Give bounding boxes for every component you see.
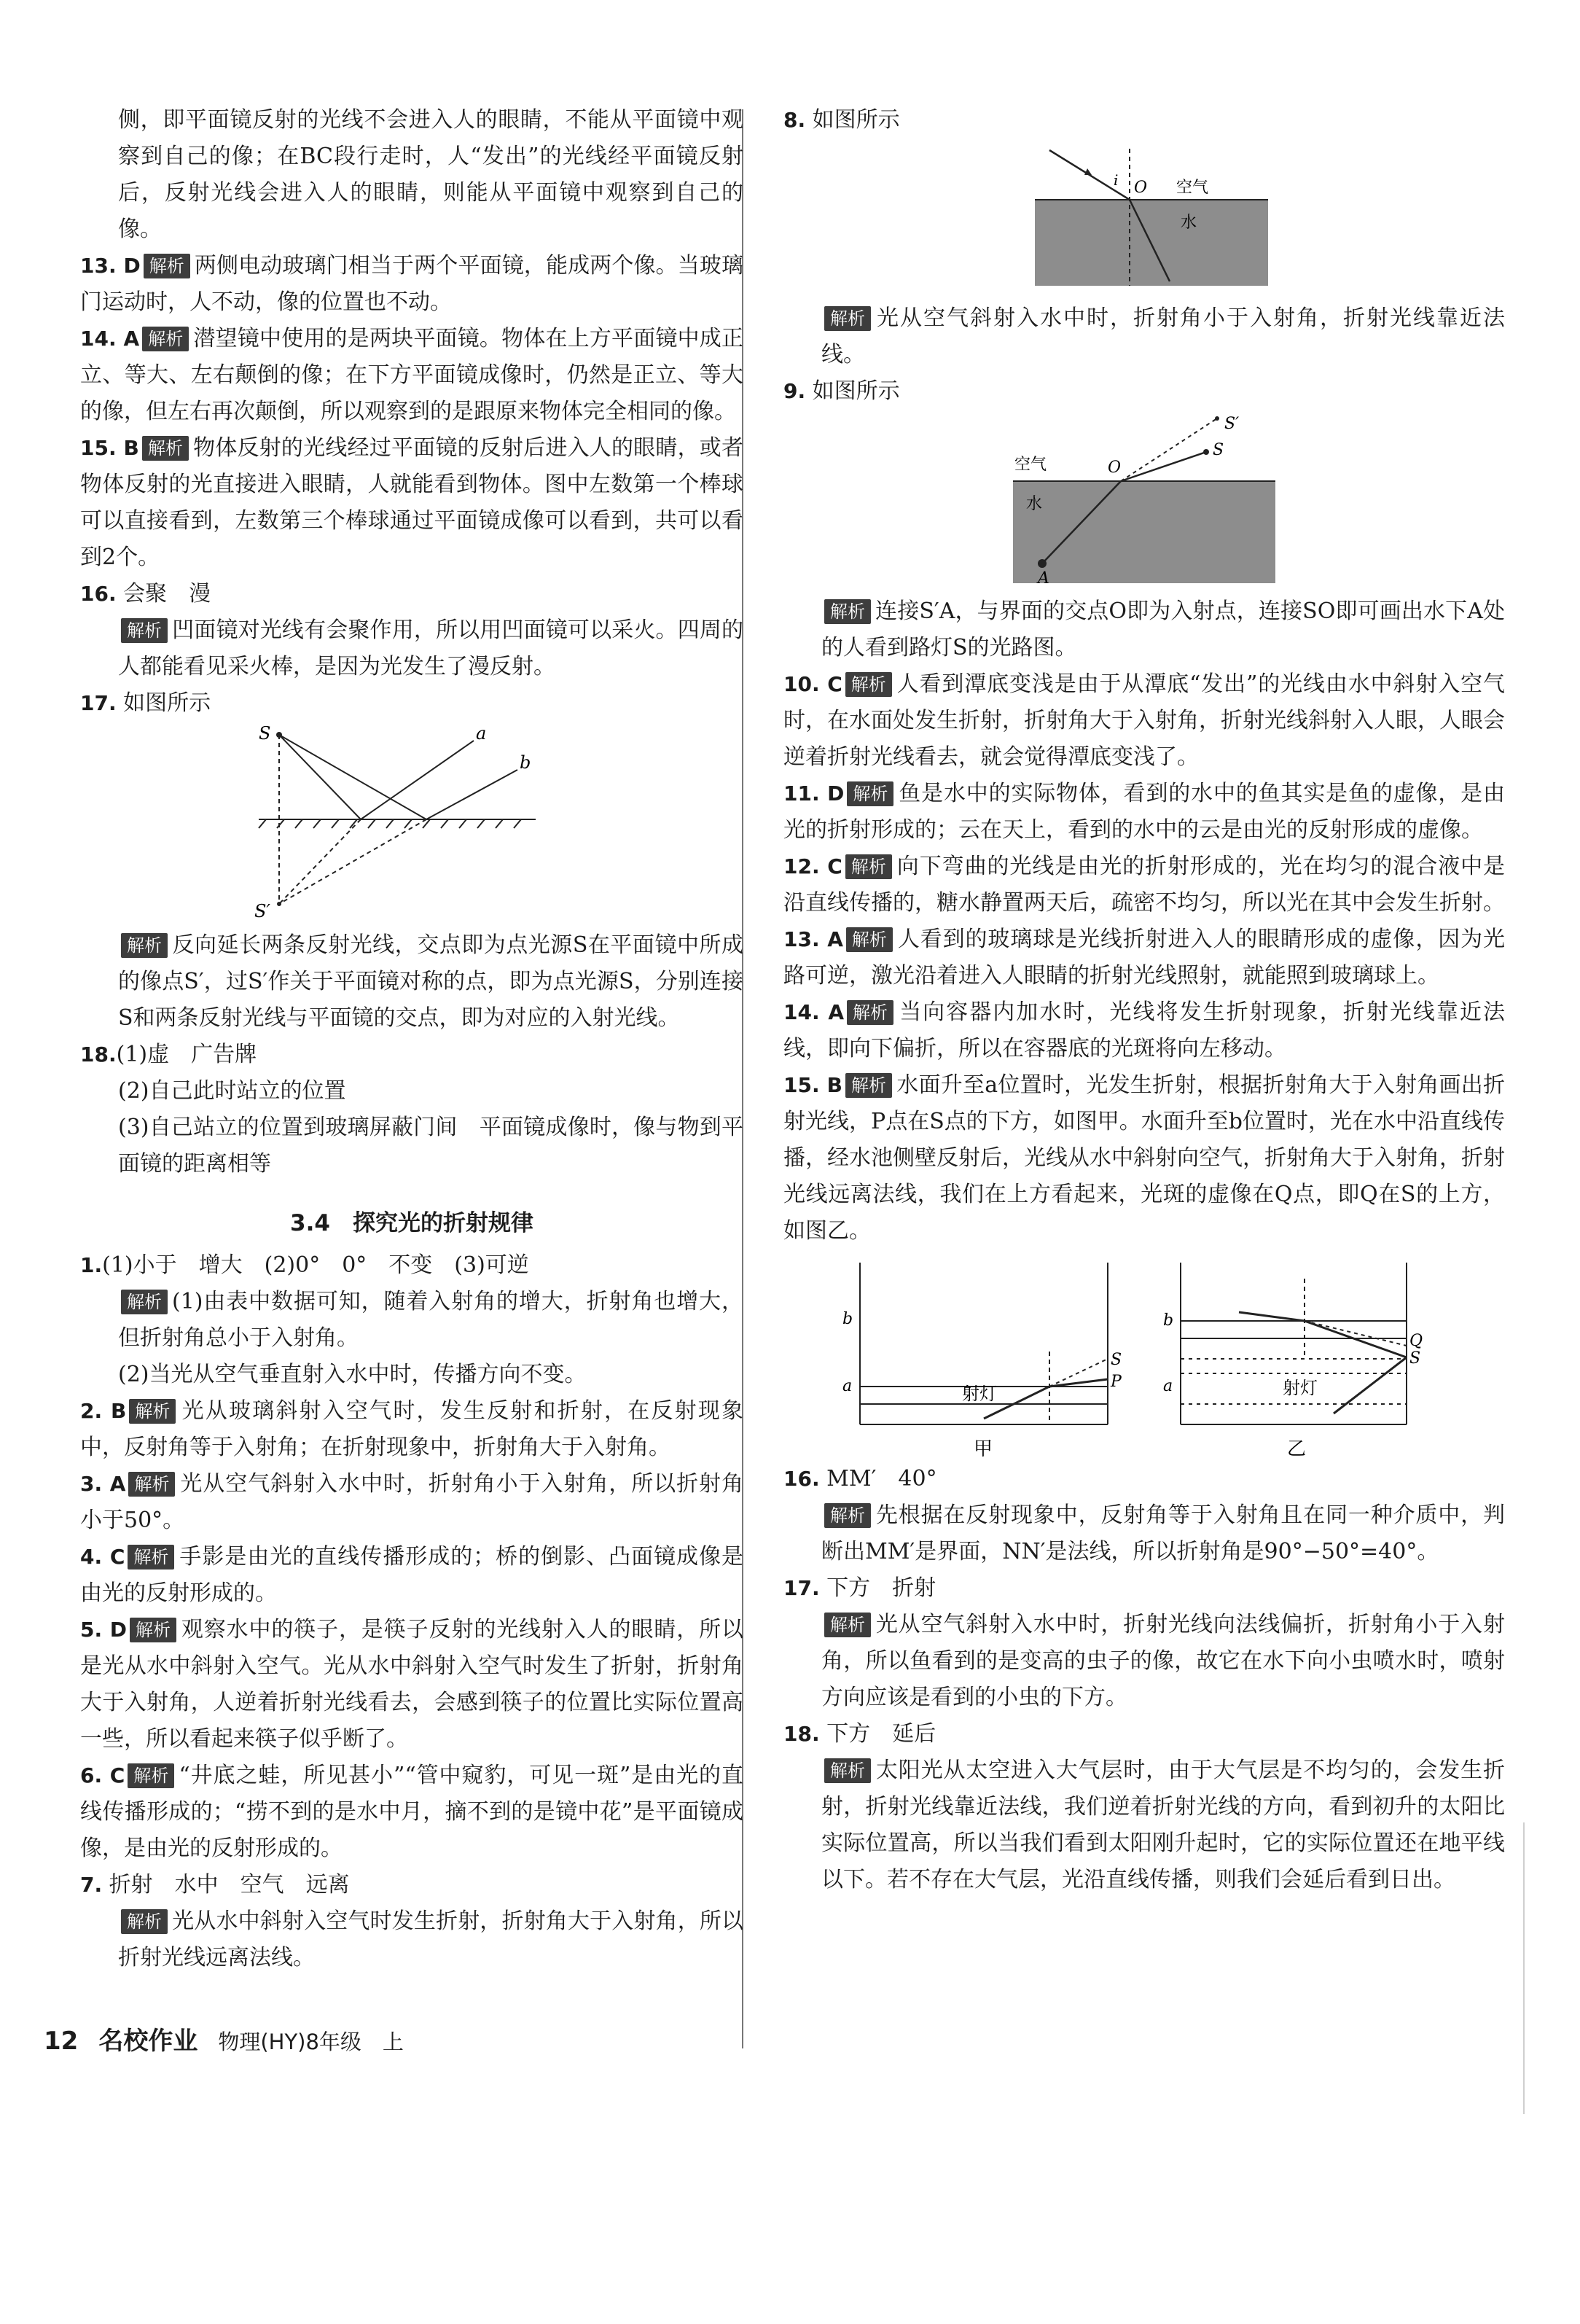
answer-13: [80, 248, 743, 321]
water-label: 水: [1026, 495, 1043, 513]
answer-s14: [783, 994, 1505, 1067]
point-o-label: O: [1108, 459, 1122, 477]
answer-number: 1.: [80, 1253, 103, 1277]
analysis-tag: 解析: [847, 781, 893, 806]
answer-s10: [783, 666, 1505, 776]
analysis-tag: 解析: [128, 1763, 174, 1788]
answer-s12: [783, 849, 1505, 921]
answer-s15: [783, 1067, 1505, 1249]
analysis-tag: 解析: [142, 436, 189, 461]
answer-number: 17.: [783, 1576, 820, 1600]
level-b-label: b: [1163, 1311, 1174, 1330]
answer-number: 4. C: [80, 1545, 125, 1569]
page-footer: [44, 2021, 424, 2056]
analysis-text: 物体反射的光线经过平面镜的反射后进入人的眼睛，或者物体反射的光直接进入眼睛，人就能看到物体。图中左数第一个棒球可以直接看到，左数第三个棒球通过平面镜成像可以看到，共可以看到2个。: [80, 435, 743, 570]
analysis-s1: [80, 1284, 743, 1357]
image-point-label: S′: [254, 901, 270, 921]
point-s-label: S: [1111, 1351, 1122, 1369]
figure-pool-a: [831, 1257, 1122, 1461]
analysis-text: 观察水中的筷子，是筷子反射的光线射入人的眼睛，所以是光从水中斜射入空气。光从水中斜射入空气时发生了折射，折射角大于入射角，人逆着折射光线看去，会感到筷子的位置比实际位置高一些，所以看起来筷子似乎断了。: [80, 1617, 744, 1752]
air-label: 空气: [1176, 179, 1209, 197]
analysis-text: 先根据在反射现象中，反射角等于入射角且在同一种介质中，判断出MM′是界面，NN′是法线，所以折射角是90°−50°=40°。: [821, 1502, 1505, 1564]
answer-number: 13. D: [80, 254, 141, 278]
answer-value: 如图所示: [123, 690, 211, 716]
incidence-angle-label: i: [1114, 171, 1119, 189]
spotlight-label: 射灯: [962, 1384, 997, 1404]
level-b-label: b: [842, 1310, 853, 1328]
analysis-tag: 解析: [142, 327, 189, 351]
answer-number: 11. D: [783, 781, 845, 806]
answer-number: 18.: [80, 1042, 117, 1067]
point-s-label: S: [1213, 441, 1224, 459]
answer-number: 12. C: [783, 854, 842, 878]
answer-s17: [783, 1570, 1505, 1607]
analysis-text: 光从水中斜射入空气时发生折射，折射角大于入射角，所以折射光线远离法线。: [118, 1908, 743, 1970]
answer-16: [80, 576, 743, 612]
answer-number: 9.: [783, 379, 806, 403]
analysis-tag: 解析: [824, 306, 871, 331]
section-heading: 3.4 探究光的折射规律: [290, 1210, 533, 1236]
answer-s3: [80, 1466, 743, 1539]
analysis-text: 鱼是水中的实际物体，看到的水中的鱼其实是鱼的虚像，是由光的折射形成的；云在天上，看到的水中的云是由光的反射形成的虚像。: [783, 781, 1506, 843]
figure-pool-b: [1151, 1257, 1458, 1461]
answer-number: 14. A: [783, 1000, 845, 1024]
answer-18: [80, 1037, 743, 1073]
analysis-tag: 解析: [121, 1290, 168, 1314]
analysis-tag: 解析: [824, 1613, 871, 1637]
analysis-text: 反向延长两条反射光线，交点即为点光源S在平面镜中所成的像点S′，过S′作关于平面镜对称的点，即为点光源S，分别连接S和两条反射光线与平面镜的交点，即为对应的入射光线。: [118, 932, 743, 1031]
answer-number: 10. C: [783, 672, 842, 696]
answer-number: 7.: [80, 1873, 103, 1897]
answer-value: 下方 折射: [826, 1575, 936, 1601]
answer-number: 6. C: [80, 1763, 125, 1787]
analysis-16: [80, 612, 743, 685]
analysis-17: [80, 927, 743, 1037]
point-o-label: O: [1134, 179, 1148, 197]
answer-14: [80, 321, 743, 430]
answer-s8: [783, 102, 1505, 139]
answer-value: 如图所示: [812, 378, 900, 404]
analysis-s7: [80, 1903, 743, 1976]
analysis-tag: 解析: [824, 1503, 871, 1528]
answer-value: (1)虚 广告牌: [116, 1042, 257, 1067]
level-a-label: a: [1163, 1377, 1173, 1395]
analysis-s18: [783, 1752, 1505, 1898]
answer-value: 如图所示: [812, 107, 900, 133]
point-s-label: S: [1409, 1349, 1421, 1368]
subject-grade: 物理(HY)8年级 上: [218, 2029, 404, 2054]
right-column: [783, 102, 1505, 1898]
answer-18-part3: (3)自己站立的位置到玻璃屏蔽门间 平面镜成像时，像与物到平面镜的距离相等: [118, 1115, 743, 1177]
answer-value: MM′ 40°: [826, 1466, 937, 1492]
answer-s18: [783, 1716, 1505, 1752]
answer-s4: [80, 1539, 743, 1612]
analysis-text: 水面升至a位置时，光发生折射，根据折射角大于入射角画出折射光线，P点在S点的下方，如图甲。水面升至b位置时，光在水中沿直线传播，经水池侧壁反射后，光线从水中斜射向空气，折射角大于入射角，折射光线远离法线，我们在上方看起来，光斑的虚像在Q点，即Q在S的上方，如图乙。: [783, 1072, 1505, 1244]
analysis-text: 两侧电动玻璃门相当于两个平面镜，能成两个像。当玻璃门运动时，人不动，像的位置也不动。: [80, 253, 744, 315]
answer-s13: [783, 921, 1505, 994]
analysis-text: 向下弯曲的光线是由光的折射形成的，光在均匀的混合液中是沿直线传播的，糖水静置两天后，疏密不均匀，所以光在其中会发生折射。: [783, 854, 1506, 916]
analysis-s17: [783, 1607, 1505, 1716]
image-point-label: S′: [1224, 415, 1240, 433]
analysis-text: 人看到的玻璃球是光线折射进入人的眼睛形成的虚像，因为光路可逆，激光沿着进入人眼睛的折射光线照射，就能照到玻璃球上。: [783, 927, 1505, 989]
ray-a-label: a: [476, 726, 487, 744]
analysis-tag: 解析: [845, 672, 892, 697]
answer-17: [80, 685, 743, 722]
answer-15: [80, 430, 743, 576]
analysis-tag: 解析: [121, 618, 168, 643]
series-brand: 名校作业: [98, 2027, 198, 2056]
analysis-text: 光从空气斜射入水中时，折射角小于入射角，折射光线靠近法线。: [821, 305, 1505, 367]
answer-value: 折射 水中 空气 远离: [109, 1872, 350, 1898]
ray-b-label: b: [520, 752, 531, 773]
analysis-tag: 解析: [847, 1000, 893, 1025]
analysis-text: 光从空气斜射入水中时，折射光线向法线偏折，折射角小于入射角，所以鱼看到的是变高的虫子的像，故它在水下向小虫喷水时，喷射方向应该是看到的小虫的下方。: [821, 1612, 1505, 1710]
answer-s9: [783, 373, 1505, 410]
answer-number: 8.: [783, 108, 806, 132]
figure-row-pool: [783, 1257, 1505, 1461]
answer-number: 13. A: [783, 927, 843, 951]
answer-number: 15. B: [783, 1073, 842, 1097]
analysis-text: “井底之蛙，所见甚小”“管中窥豹，可见一斑”是由光的直线传播形成的；“捞不到的是水中月，摘不到的是镜中花”是平面镜成像，是由光的反射形成的。: [80, 1763, 743, 1861]
answer-number: 18.: [783, 1722, 820, 1746]
analysis-tag: 解析: [129, 1399, 176, 1424]
analysis-tag: 解析: [128, 1472, 175, 1497]
analysis-tag: 解析: [846, 927, 893, 952]
answer-number: 5. D: [80, 1618, 127, 1642]
water-label: 水: [1181, 214, 1197, 232]
answer-s11: [783, 776, 1505, 849]
analysis-text: 潜望镜中使用的是两块平面镜。物体在上方平面镜中成正立、等大、左右颠倒的像；在下方平面镜成像时，仍然是正立、等大的像，但左右再次颠倒，所以观察到的是跟原来物体完全相同的像。: [80, 326, 743, 424]
analysis-tag: 解析: [121, 1909, 168, 1934]
analysis-tag: 解析: [845, 1073, 892, 1098]
point-p-label: P: [1111, 1373, 1122, 1391]
analysis-text: 光从玻璃斜射入空气时，发生反射和折射，在反射现象中，反射角等于入射角；在折射现象中，折射角大于入射角。: [80, 1398, 743, 1460]
answer-number: 16.: [783, 1467, 820, 1491]
point-q-label: Q: [1409, 1332, 1423, 1350]
figure-mirror-reflection: [244, 726, 579, 923]
answer-number: 14. A: [80, 327, 140, 351]
analysis-text: 太阳光从太空进入大气层时，由于大气层是不均匀的，会发生折射，折射光线靠近法线，我们逆着折射光线的方向，看到初升的太阳比实际位置高，所以当我们看到太阳刚升起时，它的实际位置还在地平线以下。若不存在大气层，光沿直线传播，则我们会延后看到日出。: [821, 1758, 1505, 1892]
analysis-tag: 解析: [845, 854, 892, 879]
analysis-s8: [783, 300, 1505, 373]
figure-caption: 乙: [1287, 1438, 1307, 1460]
analysis-s1-part2: (2)当光从空气垂直射入水中时，传播方向不变。: [118, 1362, 587, 1387]
level-a-label: a: [842, 1377, 853, 1395]
continuation-paragraph: 侧，即平面镜反射的光线不会进入人的眼睛，不能从平面镜中观察到自己的像；在BC段行走时，人“发出”的光线经平面镜反射后，反射光线会进入人的眼睛，则能从平面镜中观察到自己的像。: [118, 107, 743, 242]
analysis-text: (1)由表中数据可知，随着入射角的增大，折射角也增大，但折射角总小于入射角。: [118, 1289, 743, 1351]
answer-number: 3. A: [80, 1472, 126, 1496]
figure-air-water-refraction: [1006, 143, 1283, 296]
answer-value: 会聚 漫: [123, 581, 211, 607]
figure-streetlight-refraction: [998, 414, 1290, 589]
answer-value: 下方 延后: [826, 1721, 936, 1747]
answer-value: (1)小于 增大 (2)0° 0° 不变 (3)可逆: [102, 1252, 529, 1278]
analysis-text: 手影是由光的直线传播形成的；桥的倒影、凸面镜成像是由光的反射形成的。: [80, 1544, 743, 1606]
analysis-tag: 解析: [130, 1618, 176, 1642]
scan-edge: [1523, 1822, 1525, 2114]
answer-number: 2. B: [80, 1399, 127, 1423]
answer-s6: [80, 1758, 743, 1867]
answer-s2: [80, 1393, 743, 1466]
air-label: 空气: [1014, 456, 1047, 474]
analysis-tag: 解析: [128, 1545, 174, 1570]
point-s-label: S: [259, 726, 271, 744]
answer-s5: [80, 1612, 743, 1758]
figure-caption: 甲: [974, 1438, 993, 1460]
answer-18-part2: (2)自己此时站立的位置: [118, 1078, 346, 1104]
analysis-tag: 解析: [824, 1758, 871, 1783]
answer-s7: [80, 1867, 743, 1903]
answer-number: 16.: [80, 582, 117, 606]
left-column: [80, 102, 743, 1976]
analysis-text: 连接S′A，与界面的交点O即为入射点，连接SO即可画出水下A处的人看到路灯S的光路图。: [821, 598, 1505, 660]
answer-s1: [80, 1247, 743, 1284]
analysis-tag: 解析: [121, 933, 168, 958]
point-a-label: A: [1038, 569, 1049, 588]
analysis-text: 凹面镜对光线有会聚作用，所以用凹面镜可以采火。四周的人都能看见采火棒，是因为光发生了漫反射。: [118, 617, 743, 679]
answer-number: 17.: [80, 691, 117, 715]
analysis-tag: 解析: [144, 254, 190, 278]
page-number: 12: [44, 2027, 79, 2056]
answer-s16: [783, 1461, 1505, 1497]
analysis-text: 光从空气斜射入水中时，折射角小于入射角，所以折射角小于50°。: [80, 1471, 743, 1533]
analysis-s9: [783, 593, 1505, 666]
analysis-text: 人看到潭底变浅是由于从潭底“发出”的光线由水中斜射入空气时，在水面处发生折射，折射角大于入射角，折射光线斜射入人眼，人眼会逆着折射光线看去，就会觉得潭底变浅了。: [783, 671, 1505, 770]
spotlight-label: 射灯: [1283, 1378, 1318, 1398]
answer-number: 15. B: [80, 436, 139, 460]
analysis-tag: 解析: [824, 599, 871, 624]
analysis-text: 当向容器内加水时，光线将发生折射现象，折射光线靠近法线，即向下偏折，所以在容器底的光斑将向左移动。: [783, 999, 1505, 1061]
analysis-s16: [783, 1497, 1505, 1570]
